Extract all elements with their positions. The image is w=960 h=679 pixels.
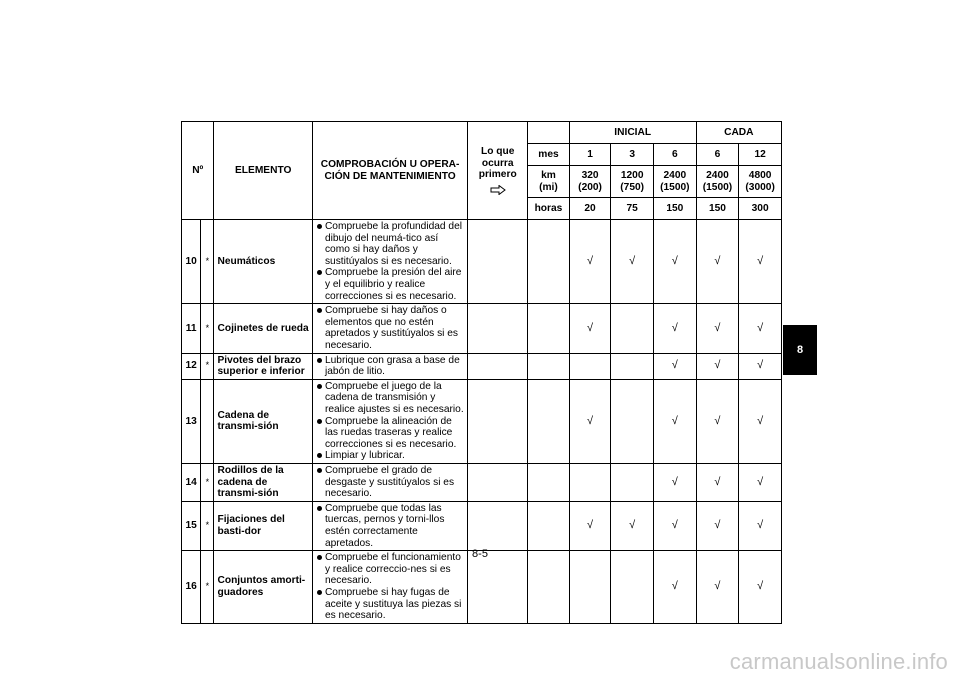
page-number: 8-5	[472, 548, 488, 560]
check-list	[316, 465, 464, 500]
check-mark: √	[611, 220, 654, 304]
table-row	[182, 463, 782, 501]
check-mark: √	[696, 551, 739, 624]
check-item: Compruebe el grado de desgaste y sustitúyalos si es necesario.	[316, 465, 464, 500]
table-row	[182, 501, 782, 550]
table-row	[182, 353, 782, 379]
check-mark	[611, 551, 654, 624]
row-star: *	[201, 220, 214, 304]
row-blank	[468, 379, 528, 463]
row-blank	[528, 551, 570, 624]
check-item: Compruebe la presión del aire y el equilibrio y realice correcciones si es necesario.	[316, 267, 464, 302]
unit-value: 2400 (1500)	[696, 166, 739, 198]
row-blank	[528, 501, 570, 550]
row-item: Pivotes del brazo superior e inferior	[214, 353, 312, 379]
row-star: *	[201, 304, 214, 353]
check-mark	[611, 463, 654, 501]
row-number: 11	[182, 304, 201, 353]
row-blank	[528, 220, 570, 304]
check-mark: √	[654, 220, 697, 304]
check-list	[316, 221, 464, 302]
row-item: Fijaciones del basti-dor	[214, 501, 312, 550]
check-item: Compruebe el juego de la cadena de transmisión y realice ajustes si es necesario.	[316, 381, 464, 416]
check-mark: √	[739, 501, 782, 550]
check-item: Compruebe si hay fugas de aceite y sustituya las piezas si es necesario.	[316, 587, 464, 622]
row-item: Cojinetes de rueda	[214, 304, 312, 353]
check-mark: √	[696, 353, 739, 379]
row-item: Cadena de transmi-sión	[214, 379, 312, 463]
row-blank	[468, 220, 528, 304]
check-item: Compruebe si hay daños o elementos que no estén apretados y sustitúyalos si es necesario.	[316, 305, 464, 351]
header-no: Nº	[182, 122, 214, 220]
row-blank	[468, 463, 528, 501]
unit-value: 4800 (3000)	[739, 166, 782, 198]
check-mark: √	[739, 353, 782, 379]
unit-value: 2400 (1500)	[654, 166, 697, 198]
unit-value: 75	[611, 198, 654, 220]
unit-label: horas	[528, 198, 570, 220]
arrow-right-icon	[490, 185, 506, 195]
row-blank	[528, 463, 570, 501]
row-checks	[312, 501, 467, 550]
unit-label: mes	[528, 144, 570, 166]
check-mark	[569, 463, 611, 501]
check-mark: √	[569, 379, 611, 463]
check-mark: √	[654, 379, 697, 463]
unit-value: 20	[569, 198, 611, 220]
row-checks	[312, 220, 467, 304]
header-check: COMPROBACIÓN U OPERA-CIÓN DE MANTENIMIENTO	[312, 122, 467, 220]
check-mark: √	[654, 463, 697, 501]
row-item: Conjuntos amorti-guadores	[214, 551, 312, 624]
check-mark: √	[696, 501, 739, 550]
check-mark: √	[654, 551, 697, 624]
row-number: 13	[182, 379, 201, 463]
check-mark: √	[696, 379, 739, 463]
unit-value: 150	[654, 198, 697, 220]
unit-value: 320 (200)	[569, 166, 611, 198]
check-mark: √	[569, 220, 611, 304]
check-mark	[611, 353, 654, 379]
check-mark: √	[654, 304, 697, 353]
watermark: carmanualsonline.info	[729, 649, 948, 674]
check-mark: √	[739, 463, 782, 501]
check-item: Compruebe la alineación de las ruedas traseras y realice correcciones si es necesario.	[316, 416, 464, 451]
check-mark	[569, 551, 611, 624]
check-list	[316, 305, 464, 351]
header-initial: INICIAL	[569, 122, 696, 144]
row-number: 12	[182, 353, 201, 379]
row-item: Neumáticos	[214, 220, 312, 304]
row-checks	[312, 463, 467, 501]
check-mark	[611, 304, 654, 353]
row-blank	[468, 551, 528, 624]
table-row	[182, 551, 782, 624]
unit-value: 150	[696, 198, 739, 220]
check-mark: √	[569, 501, 611, 550]
row-number: 15	[182, 501, 201, 550]
check-mark: √	[739, 379, 782, 463]
header-first-label: Lo que ocurra primero	[478, 146, 517, 181]
row-checks	[312, 304, 467, 353]
table-row	[182, 379, 782, 463]
check-mark: √	[654, 501, 697, 550]
check-mark: √	[696, 304, 739, 353]
check-list	[316, 552, 464, 622]
check-mark	[611, 379, 654, 463]
row-blank	[528, 379, 570, 463]
unit-label: km (mi)	[528, 166, 570, 198]
check-mark	[569, 353, 611, 379]
unit-value: 6	[696, 144, 739, 166]
check-item: Compruebe que todas las tuercas, pernos y torni-llos estén correctamente apretados.	[316, 503, 464, 549]
row-blank	[468, 353, 528, 379]
check-item: Compruebe la profundidad del dibujo del neumá-tico así como si hay daños y sustitúyalos si es necesario.	[316, 221, 464, 267]
row-number: 16	[182, 551, 201, 624]
check-list	[316, 381, 464, 462]
table-row	[182, 304, 782, 353]
row-checks	[312, 551, 467, 624]
row-blank	[468, 501, 528, 550]
row-star: *	[201, 501, 214, 550]
check-mark: √	[696, 463, 739, 501]
check-mark: √	[569, 304, 611, 353]
row-star: *	[201, 463, 214, 501]
row-star: *	[201, 353, 214, 379]
check-item: Limpiar y lubricar.	[316, 450, 464, 462]
row-blank	[528, 353, 570, 379]
header-every: CADA	[696, 122, 781, 144]
header-first	[468, 122, 528, 220]
check-mark: √	[739, 551, 782, 624]
row-star: *	[201, 551, 214, 624]
unit-value: 12	[739, 144, 782, 166]
check-mark: √	[696, 220, 739, 304]
row-checks	[312, 379, 467, 463]
check-item: Lubrique con grasa a base de jabón de litio.	[316, 355, 464, 378]
unit-value: 300	[739, 198, 782, 220]
row-checks	[312, 353, 467, 379]
table-row	[182, 220, 782, 304]
row-number: 10	[182, 220, 201, 304]
check-mark: √	[654, 353, 697, 379]
unit-value: 1	[569, 144, 611, 166]
unit-value: 1200 (750)	[611, 166, 654, 198]
check-list	[316, 503, 464, 549]
row-star	[201, 379, 214, 463]
header-element: ELEMENTO	[214, 122, 312, 220]
check-mark: √	[611, 501, 654, 550]
check-list	[316, 355, 464, 378]
check-item: Compruebe el funcionamiento y realice correccio-nes si es necesario.	[316, 552, 464, 587]
row-number: 14	[182, 463, 201, 501]
row-item: Rodillos de la cadena de transmi-sión	[214, 463, 312, 501]
unit-value: 6	[654, 144, 697, 166]
row-blank	[468, 304, 528, 353]
chapter-tab: 8	[783, 325, 817, 375]
check-mark: √	[739, 220, 782, 304]
unit-value: 3	[611, 144, 654, 166]
check-mark: √	[739, 304, 782, 353]
row-blank	[528, 304, 570, 353]
